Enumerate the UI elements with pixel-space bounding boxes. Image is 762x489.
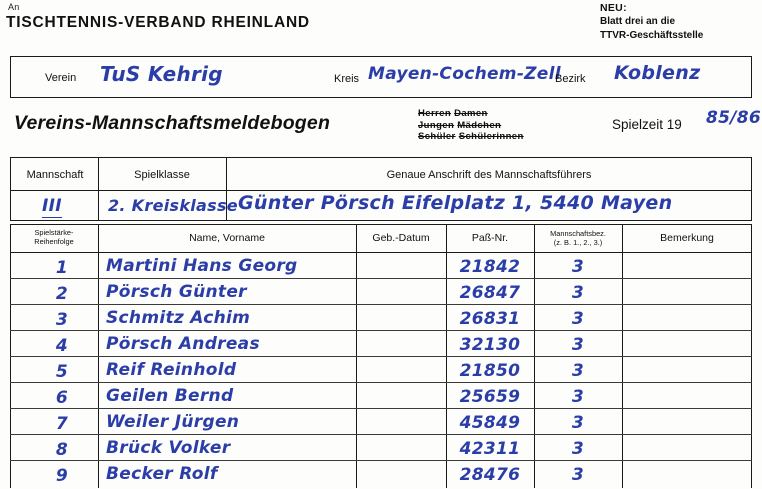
category-maedchen: Mädchen <box>457 119 502 131</box>
player-header-birth: Geb.-Datum <box>372 232 430 244</box>
season-label: Spielzeit 19 <box>612 117 682 132</box>
player-table-header-rule <box>10 252 752 253</box>
table-row: 26831 <box>459 309 521 329</box>
table-row: 32130 <box>459 335 521 355</box>
category-row-3 <box>418 131 524 143</box>
table-row: 21850 <box>459 361 521 381</box>
table-row: Pörsch Andreas <box>106 334 260 354</box>
team-value-spielklasse: 2. Kreisklasse <box>108 196 238 215</box>
kreis-value: Mayen-Cochem-Zell <box>368 64 561 84</box>
table-row: 3 <box>571 335 585 355</box>
category-list <box>418 108 524 143</box>
table-row: 42311 <box>459 439 521 459</box>
player-row-rule <box>10 460 752 461</box>
table-row: Martini Hans Georg <box>106 256 298 276</box>
category-row-2 <box>418 120 524 132</box>
form-title: Vereins-Mannschaftsmeldebogen <box>14 112 331 134</box>
table-row: 3 <box>571 439 585 459</box>
table-row: 7 <box>55 414 69 434</box>
neu-title: NEU: <box>600 2 627 14</box>
table-row: Becker Rolf <box>106 464 218 484</box>
kreis-label: Kreis <box>334 73 360 85</box>
team-value-anschrift: Günter Pörsch Eifelplatz 1, 5440 Mayen <box>238 192 673 214</box>
team-value-mannschaft: III <box>42 196 62 216</box>
team-header-anschrift: Genaue Anschrift des Mannschaftsführers <box>386 169 592 181</box>
player-header-name: Name, Vorname <box>189 232 265 244</box>
player-row-rule <box>10 356 752 357</box>
player-header-teamdesignation: Mannschaftsbez. (z. B. 1., 2., 3.) <box>550 229 606 247</box>
category-schueler: Schüler <box>418 131 456 142</box>
verein-value: TuS Kehrig <box>100 62 223 86</box>
table-row: 21842 <box>459 257 521 277</box>
neu-line-1: Blatt drei an die <box>600 16 676 27</box>
player-row-rule <box>10 304 752 305</box>
table-row: 3 <box>571 283 585 303</box>
table-row: 3 <box>571 309 585 329</box>
player-row-rule <box>10 408 752 409</box>
table-row: Pörsch Günter <box>106 282 247 302</box>
player-row-rule <box>10 382 752 383</box>
team-table-divider-1 <box>98 157 99 221</box>
player-row-rule <box>10 278 752 279</box>
table-row: 5 <box>55 362 69 382</box>
table-row: 3 <box>571 465 585 485</box>
table-row: 45849 <box>459 413 521 433</box>
table-row: 3 <box>571 413 585 433</box>
table-row: Brück Volker <box>106 438 231 458</box>
table-row: 2 <box>55 284 69 304</box>
addressee-label: An <box>8 2 20 12</box>
table-row: 28476 <box>459 465 521 485</box>
category-row-1 <box>418 108 524 120</box>
neu-line-2: TTVR-Geschäftsstelle <box>600 30 704 41</box>
table-row: 3 <box>571 361 585 381</box>
neu-note <box>600 1 703 43</box>
team-table-header-rule <box>10 190 752 191</box>
category-herren: Herren <box>418 108 452 119</box>
table-row: 3 <box>571 387 585 407</box>
team-header-spielklasse: Spielklasse <box>134 169 190 181</box>
table-row: Weiler Jürgen <box>106 412 240 432</box>
player-header-rank: Spielstärke- Reihenfolge <box>34 228 74 246</box>
verein-label: Verein <box>45 72 77 84</box>
table-row: 9 <box>55 466 69 486</box>
table-row: 26847 <box>459 283 521 303</box>
organisation-title: TISCHTENNIS-VERBAND RHEINLAND <box>6 14 310 31</box>
bezirk-value: Koblenz <box>614 62 701 84</box>
table-row: 3 <box>55 310 69 330</box>
player-header-remark: Bemerkung <box>660 232 714 244</box>
player-row-rule <box>10 330 752 331</box>
team-header-mannschaft: Mannschaft <box>26 169 84 181</box>
bezirk-label: Bezirk <box>555 73 586 85</box>
table-row: 6 <box>55 388 69 408</box>
category-schuelerinnen: Schülerinnen <box>458 131 524 142</box>
table-row: Schmitz Achim <box>106 308 251 328</box>
table-row: 1 <box>55 258 69 278</box>
table-row: Geilen Bernd <box>106 386 234 406</box>
player-row-rule <box>10 434 752 435</box>
category-damen: Damen <box>454 108 488 119</box>
category-jungen: Jungen <box>418 119 455 131</box>
player-header-pass: Paß-Nr. <box>471 232 509 244</box>
table-row: 8 <box>55 440 69 460</box>
season-value: 85/86 <box>706 108 762 128</box>
table-row: 3 <box>571 257 585 277</box>
table-row: 25659 <box>459 387 521 407</box>
table-row: 4 <box>55 336 69 356</box>
table-row: Reif Reinhold <box>106 360 237 380</box>
